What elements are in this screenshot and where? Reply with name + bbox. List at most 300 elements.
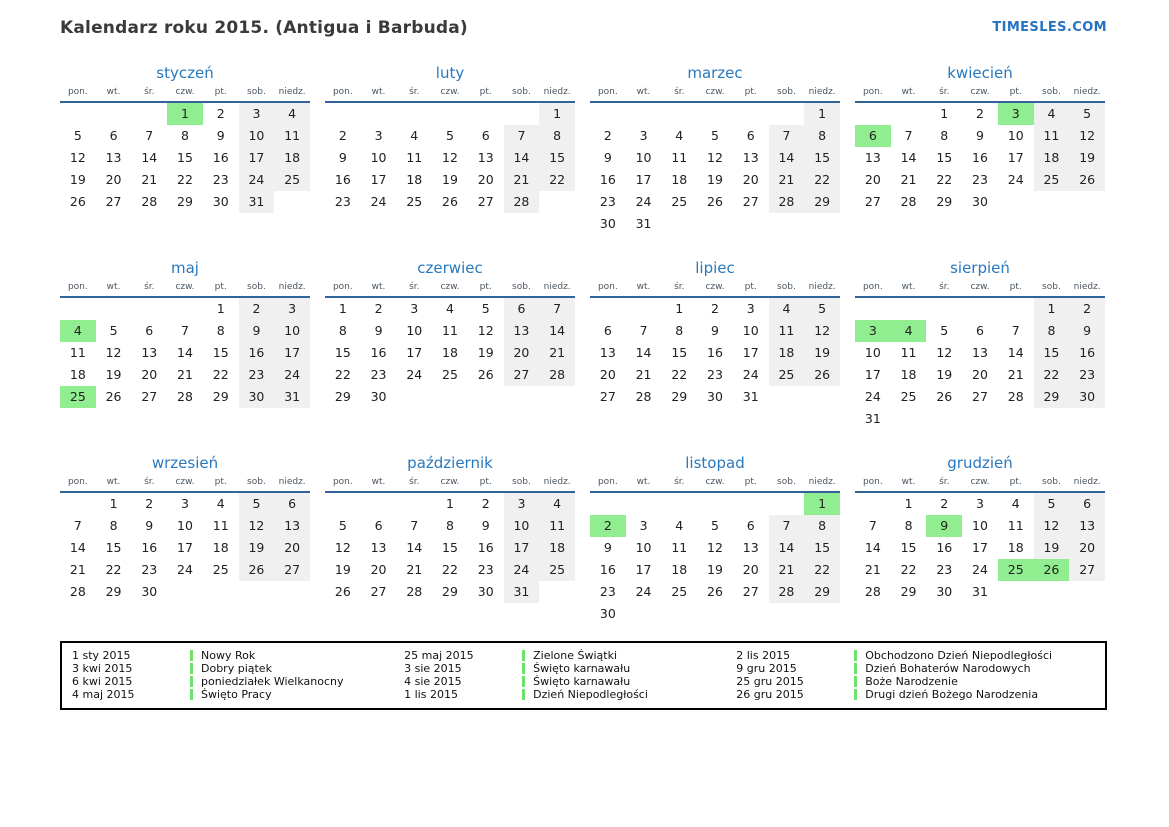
weekend-day-cell: 10 xyxy=(504,515,540,537)
day-cell: 12 xyxy=(334,540,351,555)
day-cell: 28 xyxy=(1007,389,1024,404)
day-of-week-label: śr. xyxy=(144,477,155,487)
day-cell: 18 xyxy=(212,540,229,555)
day-cell: 14 xyxy=(69,540,86,555)
empty-cell xyxy=(539,581,575,603)
day-of-week-label: pt. xyxy=(214,282,227,292)
day-cell: 28 xyxy=(635,389,652,404)
day-cell: 8 xyxy=(109,518,118,533)
day-cell: 2 xyxy=(145,496,154,511)
empty-cell xyxy=(60,103,96,125)
day-cell: 17 xyxy=(864,367,881,382)
day-cell: 28 xyxy=(141,194,158,209)
weekend-day-cell: 14 xyxy=(504,147,540,169)
day-of-week-label: śr. xyxy=(144,87,155,97)
empty-cell xyxy=(1069,581,1105,603)
day-of-week-label: wt. xyxy=(106,282,121,292)
day-of-week-label: czw. xyxy=(970,282,990,292)
legend-holiday-name: Święto karnawału xyxy=(533,675,631,688)
weekend-day-cell: 9 xyxy=(239,320,275,342)
day-of-week-label: śr. xyxy=(409,282,420,292)
weekend-day-cell: 9 xyxy=(1069,320,1105,342)
day-cell: 5 xyxy=(481,301,490,316)
day-cell: 15 xyxy=(671,345,688,360)
day-cell: 28 xyxy=(864,584,881,599)
day-cell: 20 xyxy=(864,172,881,187)
month-title: październik xyxy=(407,454,493,472)
day-cell: 14 xyxy=(406,540,423,555)
weekend-day-cell: 25 xyxy=(539,559,575,581)
weekend-day-cell: 22 xyxy=(539,169,575,191)
day-cell: 1 xyxy=(216,301,225,316)
weekend-day-cell: 27 xyxy=(274,559,310,581)
day-of-week-label: sob. xyxy=(512,477,531,487)
day-of-week-label: pon. xyxy=(597,477,618,487)
day-cell: 9 xyxy=(374,323,383,338)
day-cell: 5 xyxy=(940,323,949,338)
empty-cell xyxy=(804,386,840,408)
empty-cell xyxy=(962,298,998,320)
day-cell: 19 xyxy=(477,345,494,360)
day-cell: 13 xyxy=(742,150,759,165)
legend-row xyxy=(72,649,398,662)
day-cell: 13 xyxy=(370,540,387,555)
day-of-week-label: niedz. xyxy=(278,87,306,97)
day-cell: 22 xyxy=(177,172,193,187)
day-cell: 22 xyxy=(105,562,122,577)
weekend-day-cell: 31 xyxy=(274,386,310,408)
day-cell: 24 xyxy=(370,194,387,209)
day-of-week-label: sob. xyxy=(777,87,796,97)
day-cell: 10 xyxy=(635,540,652,555)
weekend-day-cell: 7 xyxy=(769,125,805,147)
day-cell: 16 xyxy=(212,150,229,165)
weekend-day-cell: 17 xyxy=(239,147,275,169)
day-cell: 21 xyxy=(635,367,652,382)
day-of-week-label: pon. xyxy=(597,87,618,97)
holiday-day-cell: 26 xyxy=(1034,559,1070,581)
day-cell: 18 xyxy=(442,345,458,360)
day-cell: 1 xyxy=(904,496,913,511)
day-of-week-label: czw. xyxy=(705,477,725,487)
legend-holiday-date: 1 sty 2015 xyxy=(72,649,131,662)
day-of-week-label: sob. xyxy=(777,477,796,487)
weekend-day-cell: 20 xyxy=(504,342,540,364)
day-cell: 27 xyxy=(972,389,988,404)
day-of-week-label: pon. xyxy=(67,87,88,97)
day-cell: 25 xyxy=(900,389,917,404)
empty-cell xyxy=(697,603,733,625)
day-of-week-label: wt. xyxy=(901,477,916,487)
legend-row xyxy=(404,662,730,675)
day-cell: 19 xyxy=(105,367,122,382)
day-grid xyxy=(325,298,575,408)
day-cell: 21 xyxy=(900,172,917,187)
day-of-week-label: wt. xyxy=(636,477,651,487)
legend-holiday-name: Święto karnawału xyxy=(533,662,631,675)
day-cell: 8 xyxy=(446,518,454,533)
day-cell: 10 xyxy=(406,323,423,338)
day-cell: 5 xyxy=(711,128,719,143)
weekend-day-cell: 21 xyxy=(539,342,575,364)
day-cell: 8 xyxy=(675,323,684,338)
day-cell: 25 xyxy=(671,584,688,599)
empty-cell xyxy=(131,298,167,320)
day-cell: 21 xyxy=(69,562,86,577)
day-cell: 8 xyxy=(216,323,225,338)
day-cell: 2 xyxy=(603,128,612,143)
empty-cell xyxy=(769,493,805,515)
day-of-week-label: śr. xyxy=(939,87,950,97)
empty-cell xyxy=(203,581,239,603)
month-title: styczeń xyxy=(156,64,214,82)
empty-cell xyxy=(539,191,575,213)
empty-cell xyxy=(1034,581,1070,603)
day-cell: 7 xyxy=(1011,323,1020,338)
weekend-day-cell: 5 xyxy=(239,493,275,515)
weekend-day-cell: 25 xyxy=(769,364,805,386)
day-of-week-label: niedz. xyxy=(278,477,306,487)
day-cell: 11 xyxy=(671,540,688,555)
day-cell: 10 xyxy=(972,518,988,533)
day-cell: 16 xyxy=(972,150,988,165)
empty-cell xyxy=(60,298,96,320)
day-cell: 14 xyxy=(864,540,881,555)
weekend-day-cell: 17 xyxy=(274,342,310,364)
day-of-week-label: pt. xyxy=(1009,282,1022,292)
weekend-day-cell: 21 xyxy=(769,559,805,581)
legend-marker-icon xyxy=(854,663,857,674)
day-cell: 6 xyxy=(603,323,612,338)
day-cell: 13 xyxy=(105,150,122,165)
weekend-day-cell: 5 xyxy=(1069,103,1105,125)
weekend-day-cell: 15 xyxy=(1034,342,1070,364)
weekend-day-cell: 24 xyxy=(239,169,275,191)
weekend-day-cell: 28 xyxy=(504,191,540,213)
day-cell: 8 xyxy=(904,518,913,533)
day-cell: 5 xyxy=(446,128,454,143)
weekend-day-cell: 5 xyxy=(1034,493,1070,515)
day-cell: 23 xyxy=(212,172,229,187)
day-of-week-header-row xyxy=(325,282,575,298)
month-calendar-lipiec xyxy=(590,259,840,433)
legend-column xyxy=(72,649,398,701)
legend-holiday-name: Obchodzono Dzień Niepodległości xyxy=(865,649,1053,662)
holiday-day-cell: 3 xyxy=(855,320,891,342)
empty-cell xyxy=(891,408,927,430)
day-cell: 27 xyxy=(742,584,759,599)
weekend-day-cell: 1 xyxy=(1034,298,1070,320)
day-cell: 27 xyxy=(370,584,387,599)
empty-cell xyxy=(855,298,891,320)
day-cell: 9 xyxy=(145,518,154,533)
day-of-week-header-row xyxy=(60,282,310,298)
month-title: maj xyxy=(171,259,199,277)
day-cell: 19 xyxy=(69,172,86,187)
day-cell: 10 xyxy=(1007,128,1024,143)
day-cell: 18 xyxy=(900,367,917,382)
empty-cell xyxy=(1034,408,1070,430)
weekend-day-cell: 7 xyxy=(539,298,575,320)
empty-cell xyxy=(131,103,167,125)
legend-holiday-date: 4 maj 2015 xyxy=(72,688,135,701)
day-cell: 7 xyxy=(904,128,913,143)
day-cell: 6 xyxy=(746,518,755,533)
day-cell: 14 xyxy=(635,345,652,360)
day-cell: 31 xyxy=(742,389,759,404)
day-cell: 23 xyxy=(370,367,387,382)
day-cell: 11 xyxy=(212,518,229,533)
month-calendar-listopad xyxy=(590,454,840,628)
weekend-day-cell: 2 xyxy=(1069,298,1105,320)
empty-cell xyxy=(167,581,203,603)
weekend-day-cell: 11 xyxy=(1034,125,1070,147)
day-of-week-label: wt. xyxy=(901,87,916,97)
weekend-day-cell: 15 xyxy=(804,537,840,559)
day-cell: 16 xyxy=(334,172,351,187)
empty-cell xyxy=(733,213,769,235)
day-cell: 27 xyxy=(477,194,494,209)
legend-column xyxy=(404,649,730,701)
day-cell: 5 xyxy=(338,518,347,533)
day-cell: 21 xyxy=(1007,367,1024,382)
empty-cell xyxy=(396,386,432,408)
day-of-week-label: sob. xyxy=(1042,282,1061,292)
day-of-week-label: wt. xyxy=(371,282,386,292)
month-calendar-październik xyxy=(325,454,575,628)
day-of-week-label: sob. xyxy=(247,87,266,97)
day-of-week-label: pon. xyxy=(862,282,883,292)
day-cell: 11 xyxy=(406,150,423,165)
day-cell: 17 xyxy=(972,540,988,555)
weekend-day-cell: 12 xyxy=(804,320,840,342)
weekend-day-cell: 3 xyxy=(274,298,310,320)
empty-cell xyxy=(468,386,504,408)
day-cell: 3 xyxy=(410,301,419,316)
day-cell: 16 xyxy=(370,345,387,360)
weekend-day-cell: 23 xyxy=(1069,364,1105,386)
day-of-week-label: czw. xyxy=(440,87,460,97)
empty-cell xyxy=(1069,408,1105,430)
day-cell: 27 xyxy=(105,194,122,209)
day-of-week-label: czw. xyxy=(970,477,990,487)
weekend-day-cell: 10 xyxy=(239,125,275,147)
legend-marker-icon xyxy=(190,663,193,674)
day-cell: 26 xyxy=(334,584,351,599)
day-cell: 12 xyxy=(707,150,723,165)
weekend-day-cell: 22 xyxy=(804,559,840,581)
day-cell: 25 xyxy=(212,562,229,577)
day-of-week-label: niedz. xyxy=(1073,477,1101,487)
day-cell: 17 xyxy=(635,172,652,187)
day-cell: 30 xyxy=(599,216,616,231)
legend-holiday-name: Boże Narodzenie xyxy=(865,675,958,688)
day-of-week-header-row xyxy=(590,477,840,493)
legend-marker-icon xyxy=(522,689,525,700)
empty-cell xyxy=(926,298,962,320)
legend-holiday-name: poniedziałek Wielkanocny xyxy=(201,675,344,688)
weekend-day-cell: 8 xyxy=(804,515,840,537)
day-of-week-header-row xyxy=(60,87,310,103)
day-of-week-label: pt. xyxy=(1009,477,1022,487)
empty-cell xyxy=(891,298,927,320)
day-cell: 26 xyxy=(936,389,953,404)
day-of-week-label: śr. xyxy=(674,87,685,97)
legend-holiday-date: 26 gru 2015 xyxy=(736,688,804,701)
weekend-day-cell: 2 xyxy=(239,298,275,320)
day-cell: 29 xyxy=(177,194,193,209)
day-cell: 17 xyxy=(635,562,652,577)
legend-marker-icon xyxy=(190,676,193,687)
day-cell: 12 xyxy=(477,323,494,338)
day-cell: 10 xyxy=(177,518,193,533)
empty-cell xyxy=(274,191,310,213)
holiday-day-cell: 4 xyxy=(891,320,927,342)
day-cell: 25 xyxy=(442,367,458,382)
legend-marker-icon xyxy=(522,676,525,687)
day-cell: 20 xyxy=(141,367,158,382)
holiday-day-cell: 3 xyxy=(998,103,1034,125)
day-cell: 17 xyxy=(177,540,193,555)
day-cell: 12 xyxy=(69,150,86,165)
legend-holiday-date: 3 sie 2015 xyxy=(404,662,462,675)
day-of-week-label: pt. xyxy=(744,87,757,97)
legend-holiday-name: Zielone Świątki xyxy=(533,649,618,662)
day-cell: 1 xyxy=(446,496,454,511)
brand-link[interactable]: TIMESLES.COM xyxy=(992,20,1107,35)
legend-holiday-name: Nowy Rok xyxy=(201,649,256,662)
day-of-week-label: wt. xyxy=(106,87,121,97)
day-cell: 17 xyxy=(1007,150,1024,165)
day-of-week-label: pon. xyxy=(67,477,88,487)
day-cell: 5 xyxy=(109,323,118,338)
empty-cell xyxy=(661,213,697,235)
day-cell: 5 xyxy=(73,128,82,143)
legend-row xyxy=(736,688,1095,701)
weekend-day-cell: 3 xyxy=(504,493,540,515)
weekend-day-cell: 29 xyxy=(804,191,840,213)
day-cell: 23 xyxy=(972,172,988,187)
day-cell: 24 xyxy=(406,367,423,382)
empty-cell xyxy=(167,298,203,320)
weekend-day-cell: 28 xyxy=(769,581,805,603)
weekend-day-cell: 4 xyxy=(539,493,575,515)
day-cell: 9 xyxy=(216,128,225,143)
empty-cell xyxy=(539,386,575,408)
weekend-day-cell: 12 xyxy=(1034,515,1070,537)
empty-cell xyxy=(590,493,626,515)
day-cell: 15 xyxy=(105,540,122,555)
day-cell: 1 xyxy=(940,106,949,121)
empty-cell xyxy=(855,103,891,125)
legend-holiday-date: 4 sie 2015 xyxy=(404,675,462,688)
empty-cell xyxy=(504,386,540,408)
day-cell: 7 xyxy=(868,518,877,533)
empty-cell xyxy=(325,493,361,515)
legend-marker-icon xyxy=(522,650,525,661)
legend-column xyxy=(736,649,1095,701)
day-of-week-label: śr. xyxy=(409,87,420,97)
day-cell: 6 xyxy=(145,323,154,338)
empty-cell xyxy=(60,493,96,515)
legend-holiday-date: 1 lis 2015 xyxy=(404,688,458,701)
day-cell: 11 xyxy=(69,345,86,360)
weekend-day-cell: 31 xyxy=(504,581,540,603)
day-of-week-label: czw. xyxy=(440,477,460,487)
weekend-day-cell: 17 xyxy=(504,537,540,559)
weekend-day-cell: 6 xyxy=(274,493,310,515)
empty-cell xyxy=(626,103,662,125)
weekend-day-cell: 18 xyxy=(539,537,575,559)
weekend-day-cell: 20 xyxy=(1069,537,1105,559)
day-cell: 26 xyxy=(707,584,723,599)
day-of-week-label: sob. xyxy=(512,282,531,292)
day-cell: 23 xyxy=(599,194,616,209)
weekend-day-cell: 12 xyxy=(239,515,275,537)
day-cell: 14 xyxy=(1007,345,1024,360)
day-grid xyxy=(60,493,310,603)
empty-cell xyxy=(96,103,132,125)
day-cell: 28 xyxy=(69,584,86,599)
day-cell: 17 xyxy=(406,345,423,360)
day-cell: 21 xyxy=(406,562,423,577)
day-cell: 11 xyxy=(671,150,688,165)
weekend-day-cell: 18 xyxy=(769,342,805,364)
weekend-day-cell: 14 xyxy=(539,320,575,342)
day-cell: 29 xyxy=(212,389,229,404)
day-cell: 26 xyxy=(707,194,723,209)
empty-cell xyxy=(96,298,132,320)
empty-cell xyxy=(432,386,468,408)
day-of-week-label: wt. xyxy=(106,477,121,487)
day-cell: 2 xyxy=(216,106,225,121)
day-cell: 2 xyxy=(940,496,949,511)
weekend-day-cell: 19 xyxy=(1034,537,1070,559)
legend-row xyxy=(72,662,398,675)
legend-holiday-date: 25 gru 2015 xyxy=(736,675,804,688)
day-cell: 20 xyxy=(370,562,387,577)
day-of-week-label: pt. xyxy=(214,477,227,487)
day-cell: 20 xyxy=(972,367,988,382)
day-cell: 9 xyxy=(338,150,347,165)
day-cell: 5 xyxy=(711,518,719,533)
day-cell: 2 xyxy=(481,496,490,511)
day-cell: 4 xyxy=(675,128,684,143)
weekend-day-cell: 10 xyxy=(274,320,310,342)
month-calendar-czerwiec xyxy=(325,259,575,433)
empty-cell xyxy=(1034,191,1070,213)
day-grid xyxy=(855,103,1105,213)
month-calendar-grudzień xyxy=(855,454,1105,628)
day-of-week-label: czw. xyxy=(175,477,195,487)
day-cell: 30 xyxy=(477,584,494,599)
day-of-week-header-row xyxy=(855,282,1105,298)
day-cell: 16 xyxy=(141,540,158,555)
day-cell: 4 xyxy=(216,496,225,511)
empty-cell xyxy=(396,493,432,515)
day-cell: 4 xyxy=(410,128,419,143)
month-title: listopad xyxy=(685,454,745,472)
day-cell: 10 xyxy=(864,345,881,360)
day-cell: 19 xyxy=(334,562,351,577)
day-of-week-header-row xyxy=(60,477,310,493)
day-cell: 27 xyxy=(599,389,616,404)
day-of-week-label: sob. xyxy=(1042,87,1061,97)
day-of-week-label: czw. xyxy=(440,282,460,292)
day-cell: 23 xyxy=(141,562,158,577)
day-cell: 20 xyxy=(742,172,759,187)
legend-row xyxy=(736,662,1095,675)
